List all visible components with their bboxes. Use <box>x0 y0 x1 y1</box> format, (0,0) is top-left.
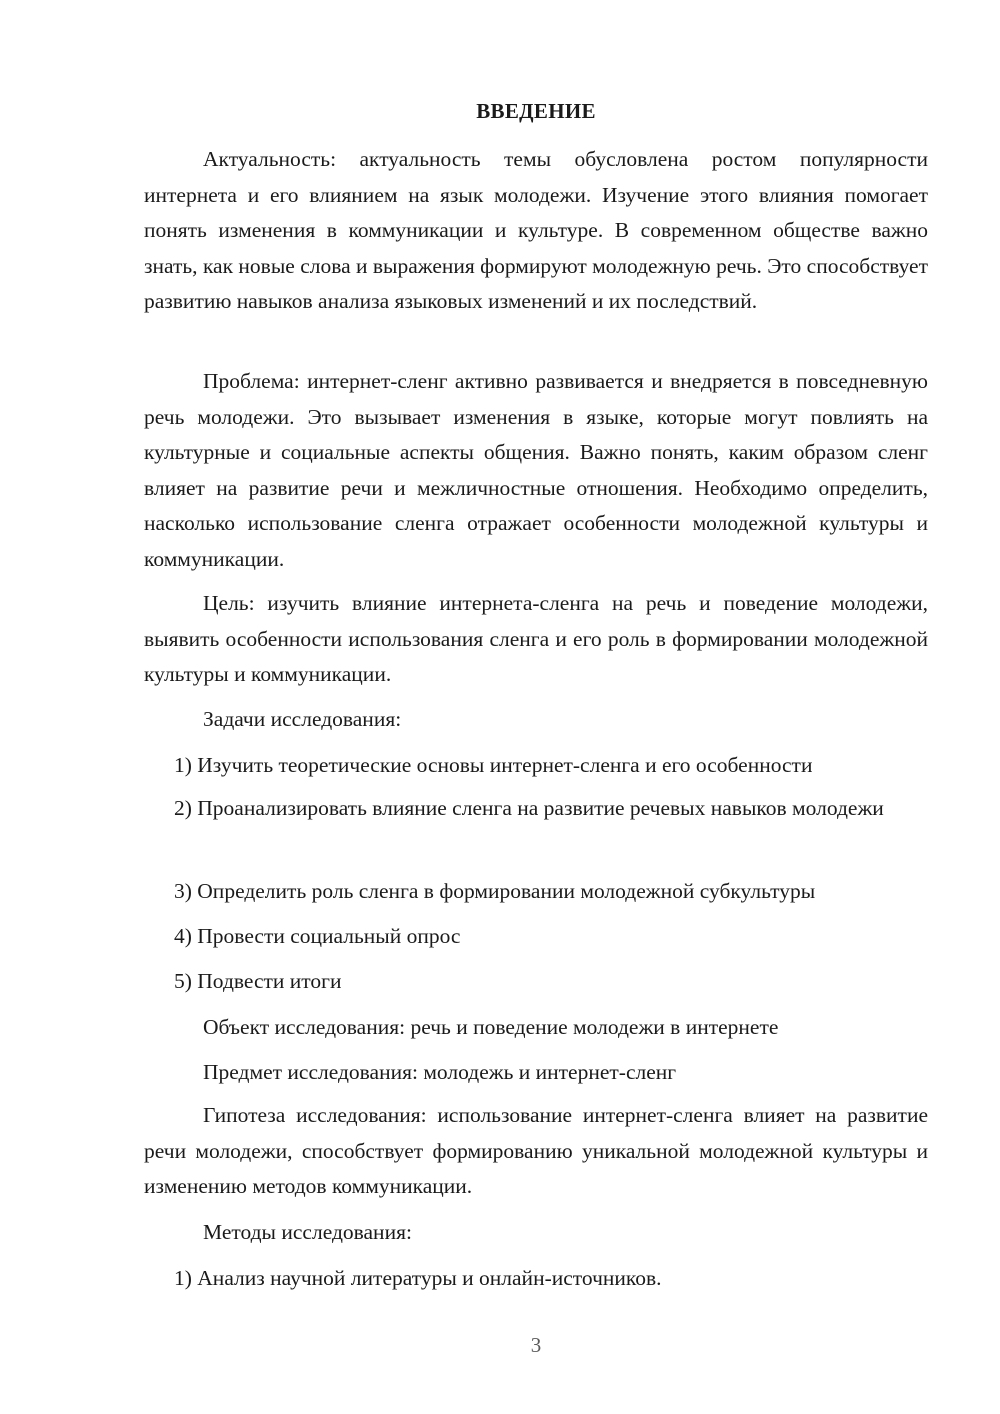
hypothesis-paragraph: Гипотеза исследования: использование интернет-сленга влияет на развитие речи молодежи, способствует формированию уникальной молодежной культуры и изменению методов коммуникации. <box>144 1103 928 1199</box>
goal-paragraph: Цель: изучить влияние интернета-сленга на речь и поведение молодежи, выявить особенности использования сленга и его роль в формировании молодежной культуры и коммуникации. <box>144 591 928 687</box>
task-item-4: 4) Провести социальный опрос <box>174 924 461 948</box>
task-item-2: 2) Проанализировать влияние сленга на развитие речевых навыков молодежи <box>174 796 884 820</box>
page-number: 3 <box>530 1333 542 1357</box>
task-item-5: 5) Подвести итоги <box>174 969 342 993</box>
tasks-heading: Задачи исследования: <box>203 707 402 731</box>
task-item-1: 1) Изучить теоретические основы интернет-сленга и его особенности <box>174 753 813 777</box>
page-title: ВВЕДЕНИЕ <box>476 99 596 123</box>
research-subject: Предмет исследования: молодежь и интернет-сленг <box>203 1060 677 1084</box>
methods-heading: Методы исследования: <box>203 1220 412 1244</box>
problem-paragraph: Проблема: интернет-сленг активно развивается и внедряется в повседневную речь молодежи. Это вызывает изменения в языке, которые могут повлиять на культурные и социальные аспекты общения. Важно понять, каким образом сленг влияет на развитие речи и межличностные отношения. Необходимо определить, насколько использование сленга отражает особенности молодежной культуры и коммуникации. <box>144 369 928 571</box>
research-object: Объект исследования: речь и поведение молодежи в интернете <box>203 1015 779 1039</box>
method-item-1: 1) Анализ научной литературы и онлайн-источников. <box>174 1266 662 1290</box>
task-item-3: 3) Определить роль сленга в формировании молодежной субкультуры <box>174 879 816 903</box>
relevance-paragraph: Актуальность: актуальность темы обусловлена ростом популярности интернета и его влиянием на язык молодежи. Изучение этого влияния помогает понять изменения в коммуникации и культуре. В современном обществе важно знать, как новые слова и выражения формируют молодежную речь. Это способствует развитию навыков анализа языковых изменений и их последствий. <box>144 147 928 314</box>
